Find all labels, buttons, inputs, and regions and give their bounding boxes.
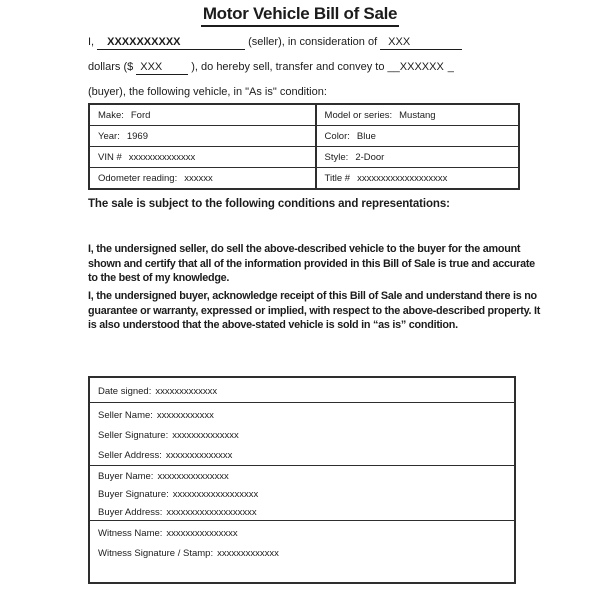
buyer-address-line (98, 504, 514, 522)
field-label: VIN # (98, 151, 122, 163)
field-label: Model or series: (324, 109, 393, 121)
title-number-cell (316, 168, 519, 190)
field-value: xxxxxxxxxxxxxx (165, 450, 233, 461)
buyer-info-row (90, 466, 514, 521)
witness-signature-stamp-line (98, 544, 514, 564)
field-value: xxxxxxxxxxxxxxxxxxx (357, 172, 448, 184)
title-area (0, 4, 600, 27)
vin-cell (89, 147, 316, 168)
field-label: Seller Name: (98, 410, 153, 421)
field-label: Witness Name: (98, 528, 163, 539)
vehicle-details-table (88, 103, 520, 190)
seller-placeholder: XXXXXXXXXX (107, 36, 181, 48)
field-label: Witness Signature / Stamp: (98, 548, 214, 559)
color-cell (316, 126, 519, 147)
vehicle-table-row (89, 126, 519, 147)
consideration-placeholder: XXX (388, 36, 411, 48)
field-value: 2-Door (355, 151, 385, 163)
intro-text: dollars ($ (88, 61, 134, 73)
witness-name-line (98, 524, 514, 544)
intro-paragraph (88, 30, 558, 105)
field-label: Buyer Signature: (98, 489, 169, 500)
intro-line-2 (88, 55, 558, 80)
field-label: Date signed: (98, 386, 152, 397)
field-label: Buyer Address: (98, 507, 163, 518)
vehicle-table-row (89, 104, 519, 126)
buyer-signature-line (98, 486, 514, 504)
seller-name-line (98, 406, 514, 426)
intro-text: _ (447, 61, 454, 73)
field-value: xxxxxx (184, 172, 213, 184)
model-cell (316, 104, 519, 126)
conditions-heading: The sale is subject to the following conditions and representations: (88, 198, 450, 210)
field-value: 1969 (126, 130, 148, 142)
amount-placeholder: XXX (140, 61, 163, 73)
field-value: xxxxxxxxxxxxxx (172, 430, 239, 441)
seller-info-row (90, 403, 514, 466)
field-value: xxxxxxxxxxxxxxxxxx (172, 489, 259, 500)
field-value: xxxxxxxxxxxxxxxxxxx (166, 507, 257, 518)
field-label: Odometer reading: (98, 172, 178, 184)
seller-signature-line (98, 426, 514, 446)
field-value: xxxxxxxxxxxxx (155, 386, 218, 397)
buyer-name-line (98, 468, 514, 486)
field-label: Make: (98, 109, 124, 121)
field-label: Style: (324, 151, 349, 163)
buyer-placeholder: XXXXXX (399, 61, 444, 73)
field-label: Seller Signature: (98, 430, 169, 441)
field-value: xxxxxxxxxxxxx (217, 548, 279, 559)
intro-text: ), do hereby sell, transfer and convey to __ (191, 61, 400, 73)
style-cell (316, 147, 519, 168)
consideration-amount-blank (380, 36, 462, 50)
field-value: xxxxxxxxxxxx (156, 410, 214, 421)
intro-text: (seller), in consideration of (248, 36, 378, 48)
field-value: Mustang (399, 109, 436, 121)
make-cell (89, 104, 316, 126)
field-label: Year: (98, 130, 120, 142)
signature-table (88, 376, 516, 584)
field-value: xxxxxxxxxxxxxx (128, 151, 196, 163)
field-label: Color: (324, 130, 350, 142)
field-label: Title # (324, 172, 351, 184)
date-signed-line (98, 382, 514, 402)
year-cell (89, 126, 316, 147)
page-title: Motor Vehicle Bill of Sale (201, 4, 399, 27)
intro-line-1 (88, 30, 558, 55)
seller-address-line (98, 446, 514, 466)
seller-name-blank (97, 36, 245, 50)
field-value: Blue (356, 130, 376, 142)
seller-statement-paragraph: I, the undersigned seller, do sell the above-described vehicle to the buyer for the amount shown and certify that all of the information provided in this Bill of Sale is true and accurate to the best of my knowledge. (88, 243, 535, 284)
field-label: Seller Address: (98, 450, 162, 461)
intro-text: I, (88, 36, 95, 48)
odometer-cell (89, 168, 316, 190)
witness-info-row (90, 521, 514, 564)
intro-text: (buyer), the following vehicle, in "As is" condition: (88, 86, 327, 98)
vehicle-table-row (89, 168, 519, 190)
intro-line-3 (88, 80, 558, 105)
buyer-statement-paragraph: I, the undersigned buyer, acknowledge receipt of this Bill of Sale and understand there is no guarantee or warranty, expressed or implied, with respect to the above-described property. It is also understood that the above-stated vehicle is sold in “as is” condition. (88, 290, 541, 331)
field-label: Buyer Name: (98, 471, 154, 482)
field-value: xxxxxxxxxxxxxxx (166, 528, 238, 539)
field-value: xxxxxxxxxxxxxxx (157, 471, 229, 482)
vehicle-table-row (89, 147, 519, 168)
field-value: Ford (130, 109, 151, 121)
date-signed-row (90, 378, 514, 403)
dollar-amount-blank (136, 61, 188, 75)
